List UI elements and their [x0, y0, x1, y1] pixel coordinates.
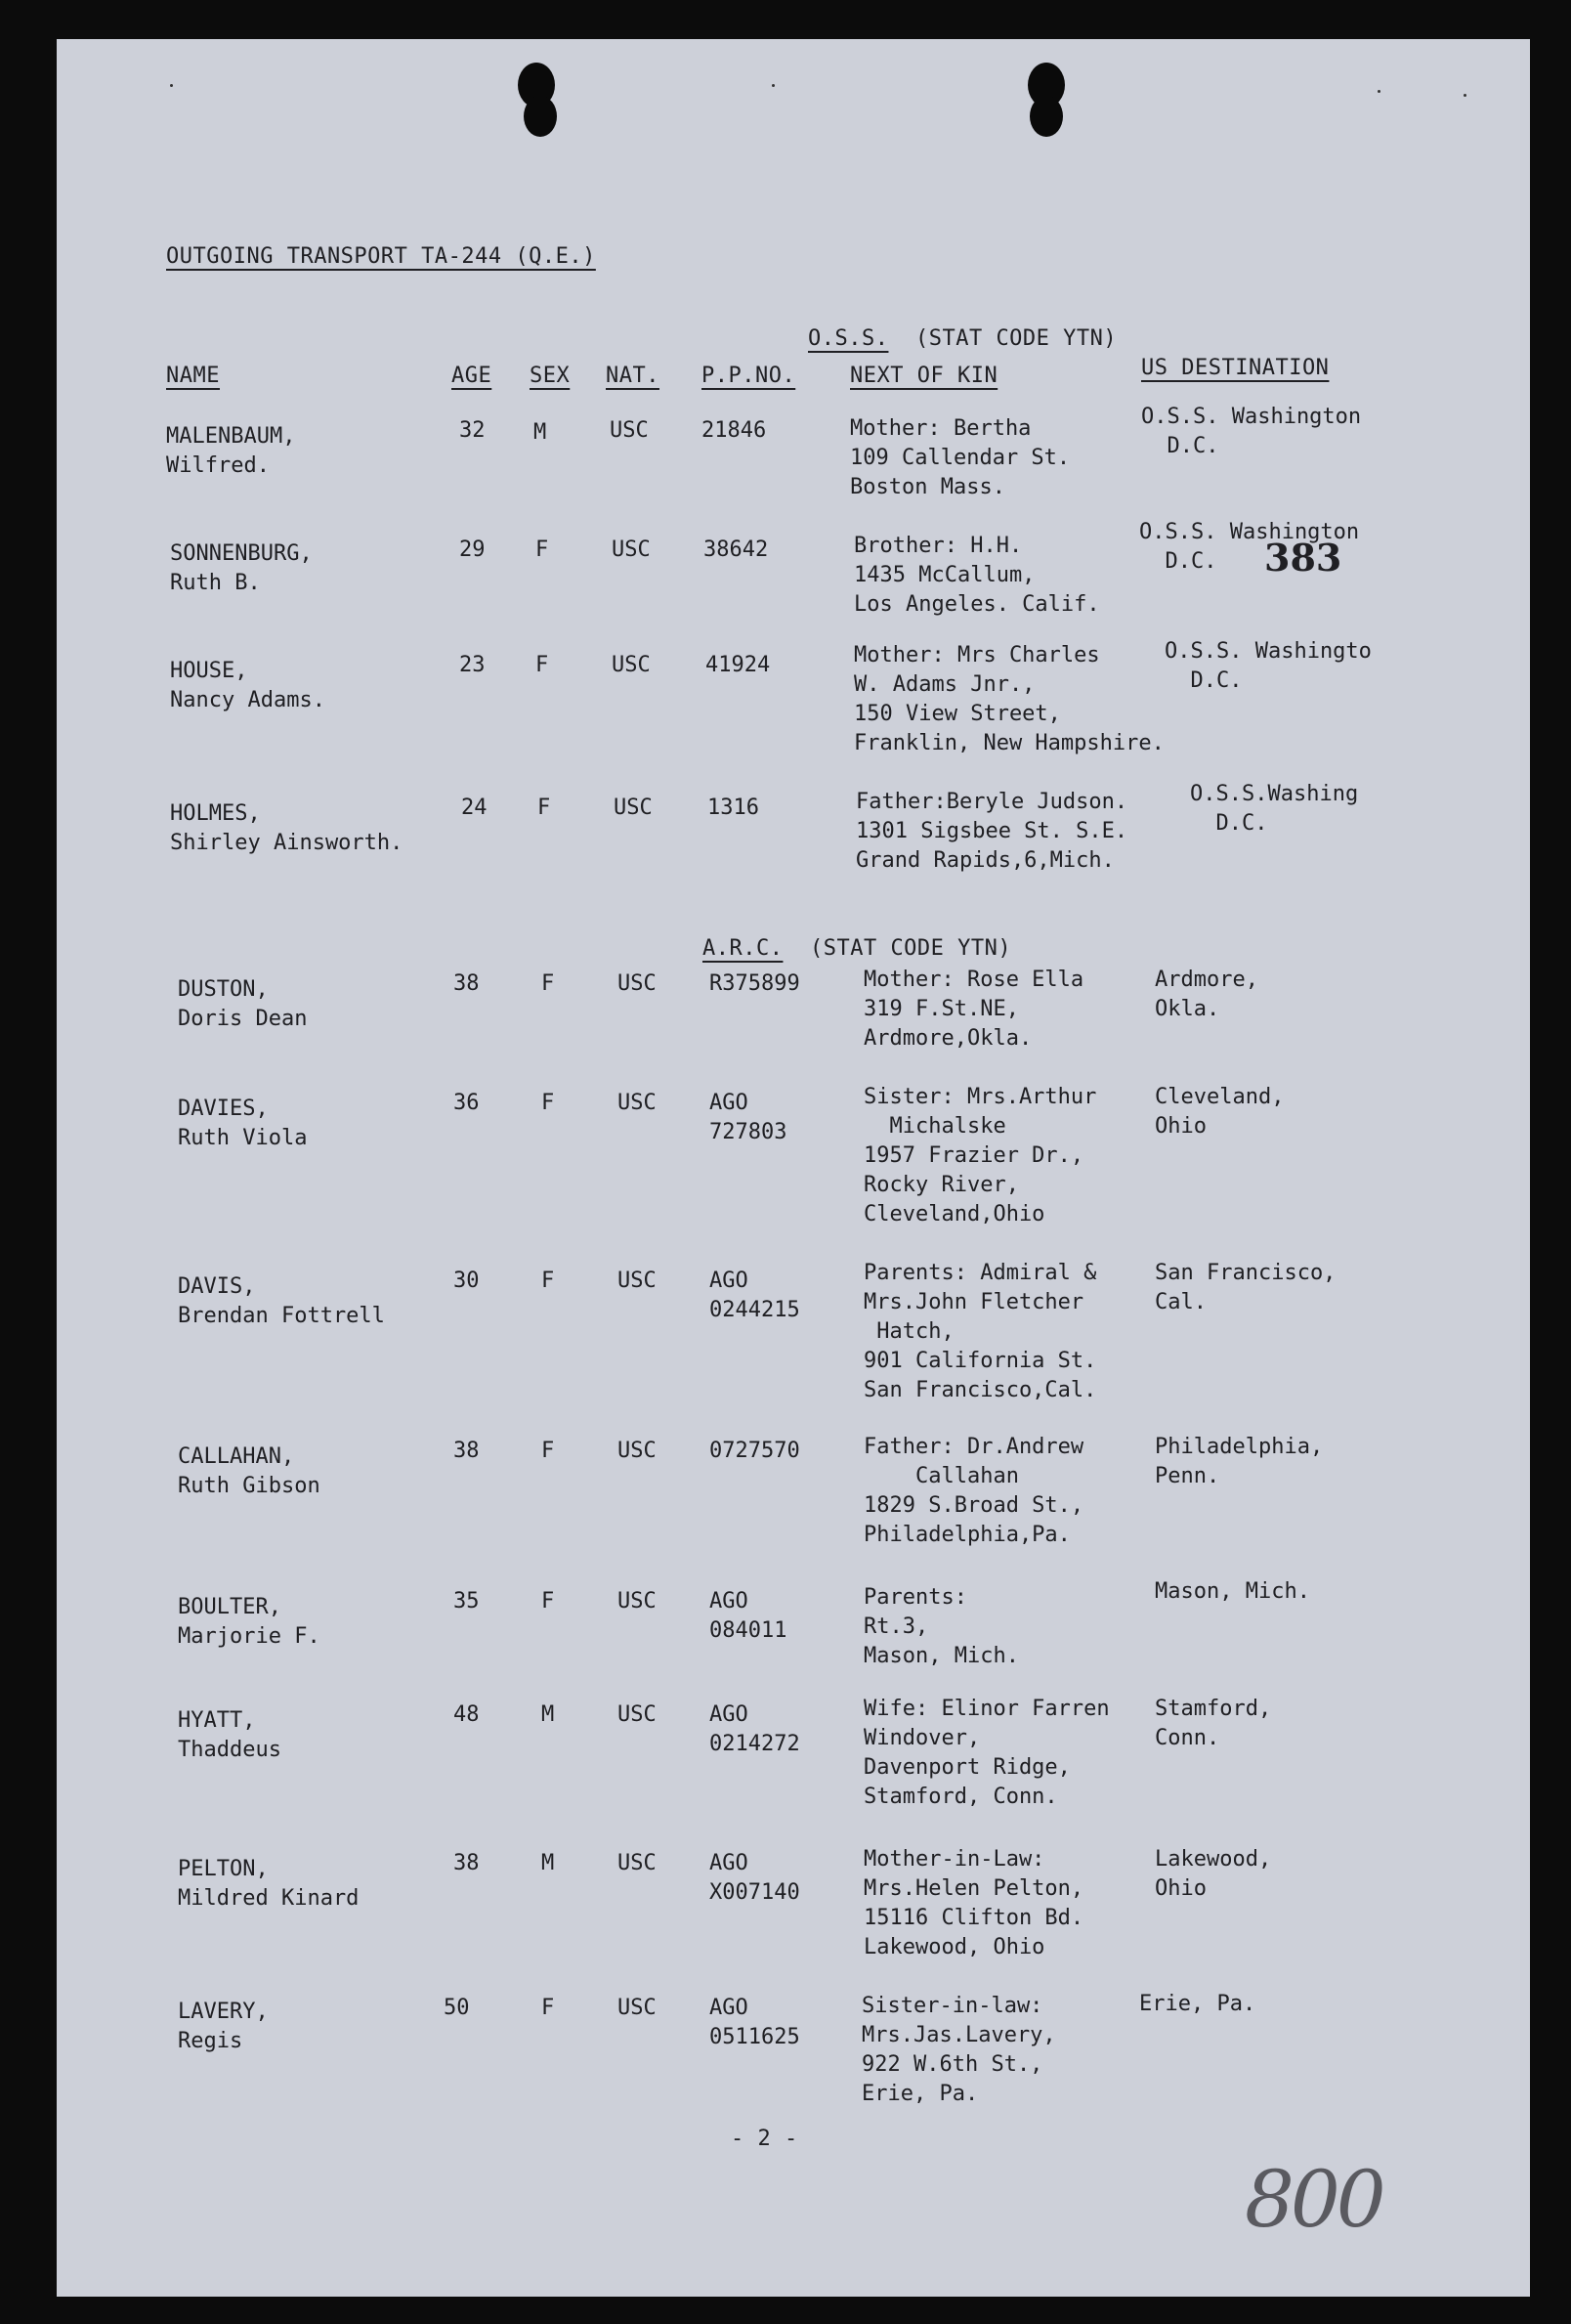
row-name: HOLMES, Shirley Ainsworth.: [170, 801, 403, 855]
pencil-annotation: 800: [1245, 2154, 1382, 2245]
row-dest: Cleveland, Ohio: [1155, 1085, 1285, 1139]
row-kin: Parents: Admiral & Mrs.John Fletcher Hatch, 901 California St. San Francisco,Cal.: [864, 1261, 1097, 1402]
row-dest: Lakewood, Ohio: [1155, 1847, 1272, 1901]
row-sex: M: [541, 1851, 555, 1875]
row-name: PELTON, Mildred Kinard: [178, 1857, 360, 1911]
row-age: 38: [453, 971, 480, 996]
handwritten-page-number: 383: [1264, 536, 1342, 580]
row-nat: USC: [617, 1269, 657, 1293]
row-sex: F: [537, 796, 551, 820]
row-dest: O.S.S. Washingto D.C.: [1165, 639, 1372, 693]
row-name: SONNENBURG, Ruth B.: [170, 541, 313, 595]
row-kin: Father:Beryle Judson. 1301 Sigsbee St. S.E. Grand Rapids,6,Mich.: [856, 790, 1128, 873]
row-kin: Parents: Rt.3, Mason, Mich.: [864, 1585, 1019, 1668]
row-sex: F: [541, 1269, 555, 1293]
column-header-name: NAME: [166, 364, 220, 388]
row-dest: Stamford, Conn.: [1155, 1697, 1272, 1750]
row-nat: USC: [617, 1589, 657, 1614]
punch-hole-right-lower: [1030, 96, 1063, 137]
row-name: HYATT, Thaddeus: [178, 1708, 281, 1762]
column-header-dest: US DESTINATION: [1141, 356, 1330, 380]
row-dest: O.S.S. Washington D.C.: [1141, 405, 1362, 458]
row-pp: AGO 0511625: [709, 1996, 800, 2049]
dust-speck: [170, 84, 173, 87]
document-title: OUTGOING TRANSPORT TA-244 (Q.E.): [166, 244, 596, 269]
row-nat: USC: [617, 1439, 657, 1463]
row-age: 50: [444, 1996, 470, 2020]
row-age: 29: [459, 538, 486, 562]
row-pp: AGO X007140: [709, 1851, 800, 1905]
row-dest: Erie, Pa.: [1139, 1992, 1256, 2016]
row-name: LAVERY, Regis: [178, 2000, 269, 2053]
row-kin: Sister-in-law: Mrs.Jas.Lavery, 922 W.6th St., Erie, Pa.: [862, 1994, 1056, 2106]
row-kin: Mother-in-Law: Mrs.Helen Pelton, 15116 Clifton Bd. Lakewood, Ohio: [864, 1847, 1084, 1959]
row-dest: O.S.S. Washington D.C.: [1139, 520, 1360, 574]
row-nat: USC: [612, 538, 651, 562]
row-nat: USC: [617, 1996, 657, 2020]
row-kin: Sister: Mrs.Arthur Michalske 1957 Frazier Dr., Rocky River, Cleveland,Ohio: [864, 1085, 1097, 1227]
dust-speck: [1464, 94, 1466, 97]
row-name: CALLAHAN, Ruth Gibson: [178, 1444, 320, 1498]
row-pp: AGO 0244215: [709, 1269, 800, 1322]
punch-hole-left-lower: [524, 96, 557, 137]
row-nat: USC: [617, 1851, 657, 1875]
row-dest: San Francisco, Cal.: [1155, 1261, 1337, 1314]
page-number: - 2 -: [731, 2127, 798, 2151]
row-age: 32: [459, 418, 486, 443]
row-sex: F: [541, 971, 555, 996]
column-header-nat: NAT.: [606, 364, 659, 388]
column-header-pp: P.P.NO.: [701, 364, 796, 388]
row-kin: Mother: Bertha 109 Callendar St. Boston Mass.: [850, 416, 1071, 499]
row-nat: USC: [610, 418, 649, 443]
row-nat: USC: [612, 653, 651, 677]
row-name: MALENBAUM, Wilfred.: [166, 424, 296, 478]
column-header-sex: SEX: [530, 364, 571, 388]
row-name: DUSTON, Doris Dean: [178, 977, 308, 1031]
row-age: 38: [453, 1439, 480, 1463]
row-dest: Philadelphia, Penn.: [1155, 1435, 1324, 1488]
row-kin: Mother: Mrs Charles W. Adams Jnr., 150 View Street, Franklin, New Hampshire.: [854, 643, 1165, 755]
row-age: 48: [453, 1702, 480, 1727]
document-page: [57, 39, 1530, 2297]
row-pp: 21846: [701, 418, 767, 443]
column-header-age: AGE: [451, 364, 492, 388]
dust-speck: [772, 84, 775, 87]
row-dest: Mason, Mich.: [1155, 1579, 1310, 1604]
row-pp: 0727570: [709, 1439, 800, 1463]
section-org: O.S.S.: [807, 326, 889, 351]
row-age: 38: [453, 1851, 480, 1875]
row-sex: F: [541, 1439, 555, 1463]
row-name: BOULTER, Marjorie F.: [178, 1595, 320, 1649]
row-sex: F: [541, 1589, 555, 1614]
row-age: 30: [453, 1269, 480, 1293]
row-nat: USC: [617, 971, 657, 996]
row-dest: O.S.S.Washing D.C.: [1190, 782, 1359, 836]
row-kin: Wife: Elinor Farren Windover, Davenport Ridge, Stamford, Conn.: [864, 1697, 1110, 1809]
section-org: A.R.C.: [701, 936, 784, 961]
row-age: 24: [461, 796, 488, 820]
row-nat: USC: [614, 796, 653, 820]
row-sex: F: [535, 538, 549, 562]
row-pp: 1316: [707, 796, 759, 820]
row-pp: R375899: [709, 971, 800, 996]
row-kin: Father: Dr.Andrew Callahan 1829 S.Broad St., Philadelphia,Pa.: [864, 1435, 1084, 1547]
row-sex: M: [541, 1702, 555, 1727]
row-pp: 38642: [703, 538, 769, 562]
row-pp: 41924: [705, 653, 771, 677]
row-age: 35: [453, 1589, 480, 1614]
section-code: (STAT CODE YTN): [809, 936, 1012, 961]
row-age: 36: [453, 1091, 480, 1115]
row-sex: F: [541, 1091, 555, 1115]
row-nat: USC: [617, 1702, 657, 1727]
row-name: DAVIS, Brendan Fottrell: [178, 1274, 385, 1328]
row-pp: AGO 084011: [709, 1589, 787, 1643]
row-name: DAVIES, Ruth Viola: [178, 1097, 308, 1150]
row-nat: USC: [617, 1091, 657, 1115]
section-code: (STAT CODE YTN): [914, 326, 1118, 351]
column-header-kin: NEXT OF KIN: [850, 364, 998, 388]
row-name: HOUSE, Nancy Adams.: [170, 659, 325, 712]
row-age: 23: [459, 653, 486, 677]
row-sex: F: [535, 653, 549, 677]
row-kin: Brother: H.H. 1435 McCallum, Los Angeles. Calif.: [854, 534, 1100, 617]
row-kin: Mother: Rose Ella 319 F.St.NE, Ardmore,Okla.: [864, 968, 1084, 1051]
dust-speck: [1378, 90, 1380, 93]
row-pp: AGO 0214272: [709, 1702, 800, 1756]
row-pp: AGO 727803: [709, 1091, 787, 1144]
row-sex: M: [533, 420, 547, 445]
row-dest: Ardmore, Okla.: [1155, 968, 1258, 1021]
row-sex: F: [541, 1996, 555, 2020]
